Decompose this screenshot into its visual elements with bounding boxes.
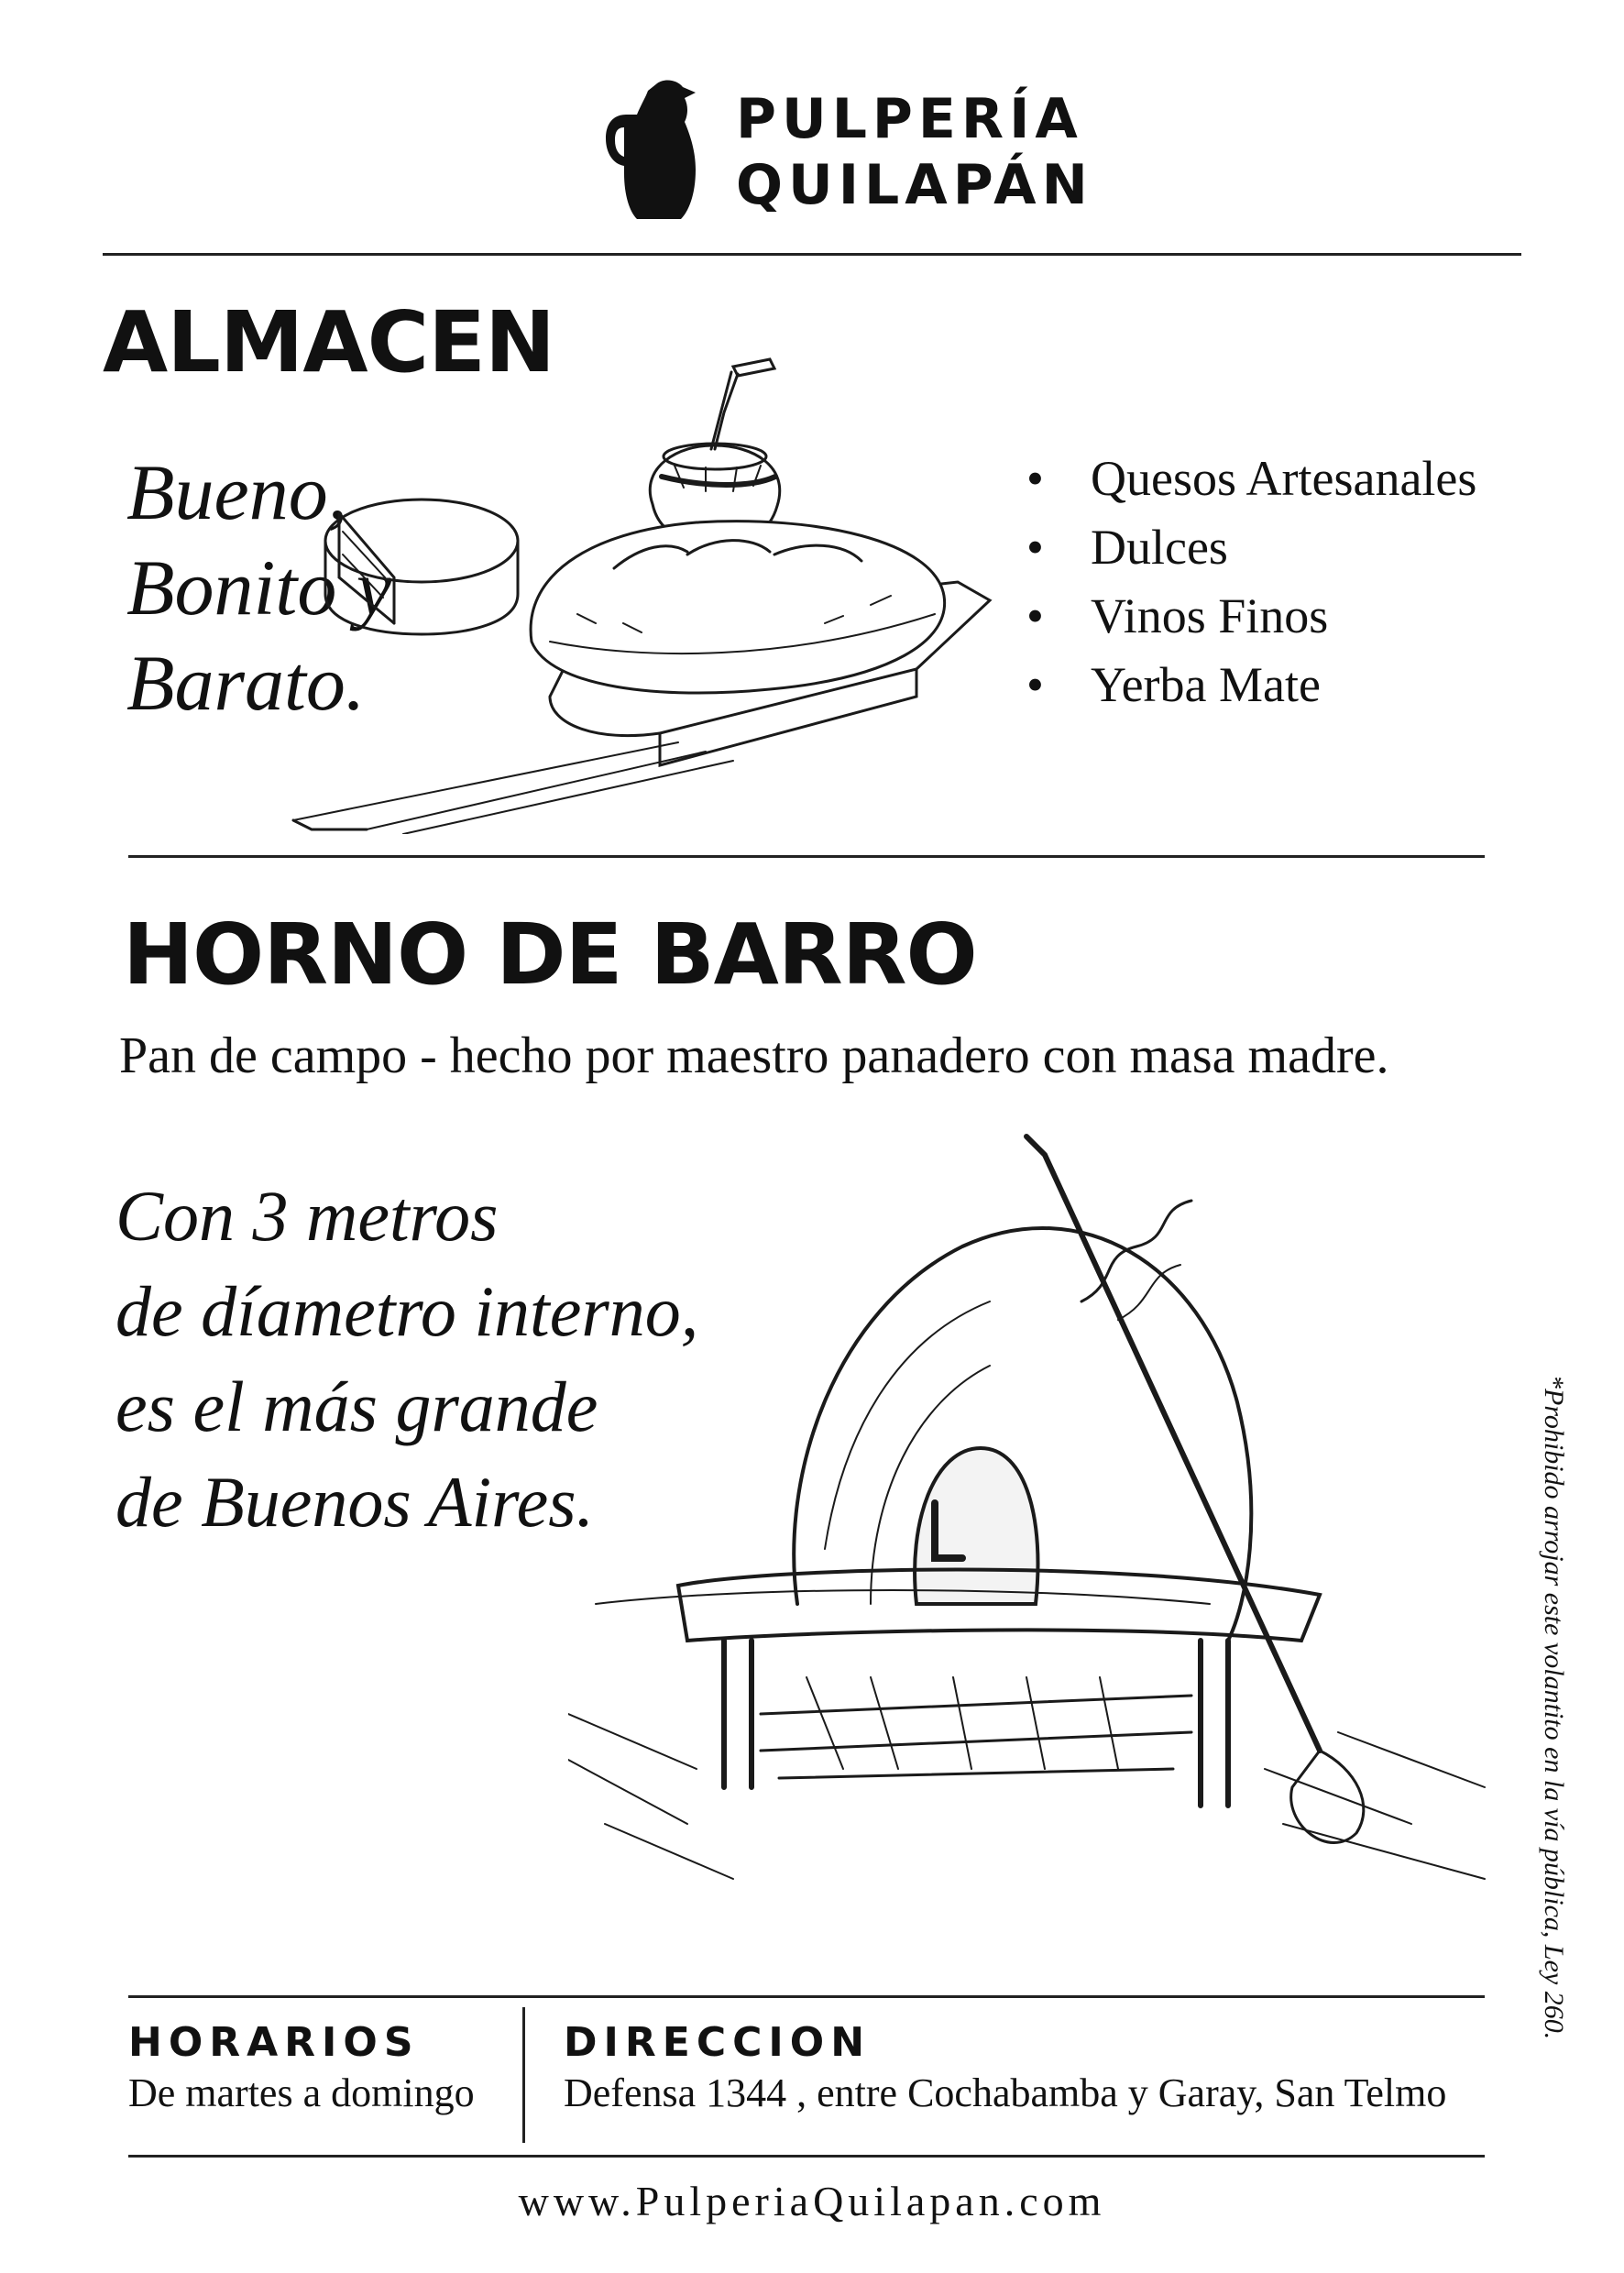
tagline-line: Bonito y [126,544,391,631]
logo-line-1: PULPERÍA [736,87,1083,151]
horno-subtitle: Pan de campo - hecho por maestro panadero con masa madre. [119,1027,1389,1084]
direccion-value: Defensa 1344 , entre Cochabamba y Garay, San Telmo [564,2070,1447,2115]
highlight-line: de díametro interno, [115,1271,699,1351]
top-divider [103,253,1521,256]
tagline-line: Bueno, [126,448,348,536]
footer-separator [522,2007,525,2143]
footer-top-divider [128,1995,1485,1998]
horarios-label: HORARIOS [128,2019,420,2066]
website-link[interactable]: www.PulperiaQuilapan.com [518,2178,1106,2224]
bread-cheese-mate-illustration [275,348,999,834]
almacen-title: ALMACEN [103,293,554,391]
tagline-line: Barato. [126,639,366,727]
horarios-value: De martes a domingo [128,2070,475,2115]
list-item: • Dulces [1026,513,1476,582]
list-item: • Vinos Finos [1026,582,1476,651]
almacen-list [1026,445,1476,719]
list-item: • Yerba Mate [1026,651,1476,719]
direccion-label: DIRECCION [564,2019,872,2066]
highlight-line: es el más grande [115,1367,598,1446]
clay-oven-illustration [568,1127,1494,1897]
highlight-line: Con 3 metros [115,1176,499,1256]
legal-note: *Prohibido arrojar este volantito en la vía pública, Ley 260. [1539,1375,1569,2040]
footer-bottom-divider [128,2155,1485,2158]
logo [600,78,1093,225]
highlight-line: de Buenos Aires. [115,1462,595,1542]
middle-divider [128,855,1485,858]
logo-line-2: QUILAPÁN [736,153,1093,217]
horno-title: HORNO DE BARRO [123,906,977,1004]
list-item: • Quesos Artesanales [1026,445,1476,513]
jug-with-bird-icon [600,78,706,225]
